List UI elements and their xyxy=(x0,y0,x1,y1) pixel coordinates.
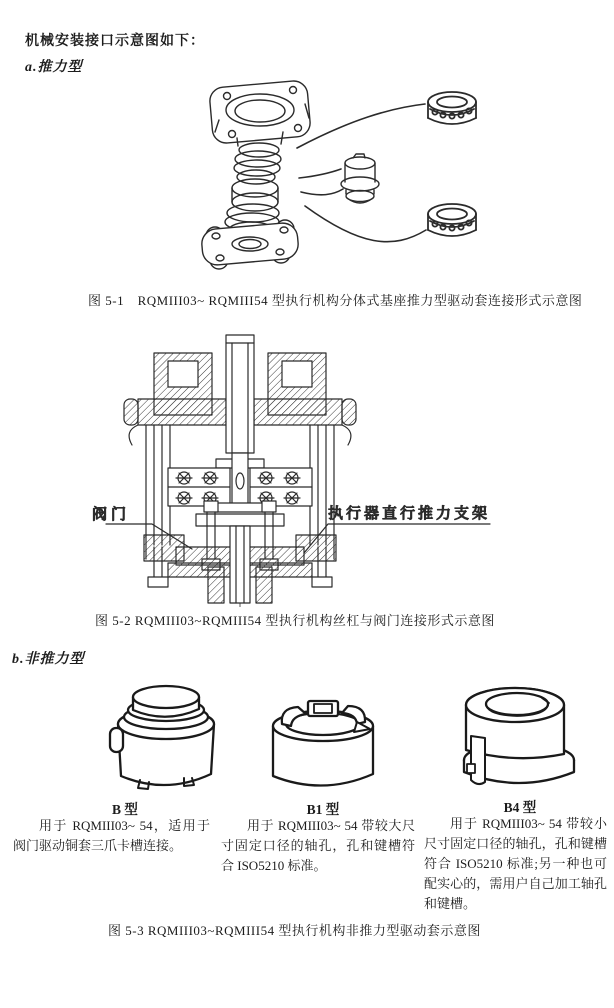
figure-5-1-caption: 图 5-1 RQMIII03~ RQMIII54 型执行机构分体式基座推力型驱动套连接形式示意图 xyxy=(88,293,583,308)
page-title: 机械安装接口示意图如下： xyxy=(25,34,205,49)
figure-b1-type-drawing xyxy=(258,684,393,796)
fig2-stem xyxy=(226,335,254,453)
b4-type-label: B4 型 xyxy=(503,800,537,815)
fig2-valve-label: 阀门 xyxy=(92,507,131,523)
fig1-spring-stack xyxy=(225,132,283,238)
fig2-coupling xyxy=(168,453,312,512)
fig1-bearing-bottom xyxy=(428,204,476,236)
fig1-drive-sleeve xyxy=(341,154,379,203)
b-type-description: 用于 RQMIII03~ 54，适用于阀门驱动铜套三爪卡槽连接。 xyxy=(13,818,210,853)
fig2-base xyxy=(144,526,336,607)
fig1-bottom-flange xyxy=(201,220,300,269)
b4-type-description: 用于 RQMIII03~ 54 带较小尺寸固定口径的轴孔，孔和键槽符合 ISO5210 标准;另一种也可配实心的，需用户自己加工轴孔和键槽。 xyxy=(424,816,607,911)
figure-5-1-exploded-drawing xyxy=(175,78,505,280)
section-b-heading: b.非推力型 xyxy=(12,652,85,667)
b-type-label: B 型 xyxy=(112,802,138,817)
figure-5-2-section-drawing xyxy=(80,333,530,607)
figure-5-3-caption: 图 5-3 RQMIII03~RQMIII54 型执行机构非推力型驱动套示意图 xyxy=(108,923,481,938)
fig1-leader-curves xyxy=(297,104,426,242)
section-a-heading: a.推力型 xyxy=(25,60,83,75)
b1-type-description: 用于 RQMIII03~ 54 带较大尺寸固定口径的轴孔，孔和键槽符合 ISO5210 标准。 xyxy=(221,818,415,873)
fig1-top-flange xyxy=(209,80,312,144)
b1-type-label: B1 型 xyxy=(306,802,340,817)
figure-5-2-caption: 图 5-2 RQMIII03~RQMIII54 型执行机构丝杠与阀门连接形式示意图 xyxy=(95,613,495,628)
figure-b-type-drawing xyxy=(88,680,248,798)
fig2-bracket-label: 执行器直行推力支架 xyxy=(328,506,491,522)
figure-b4-type-drawing xyxy=(443,678,593,792)
fig1-bearing-top xyxy=(428,92,476,124)
